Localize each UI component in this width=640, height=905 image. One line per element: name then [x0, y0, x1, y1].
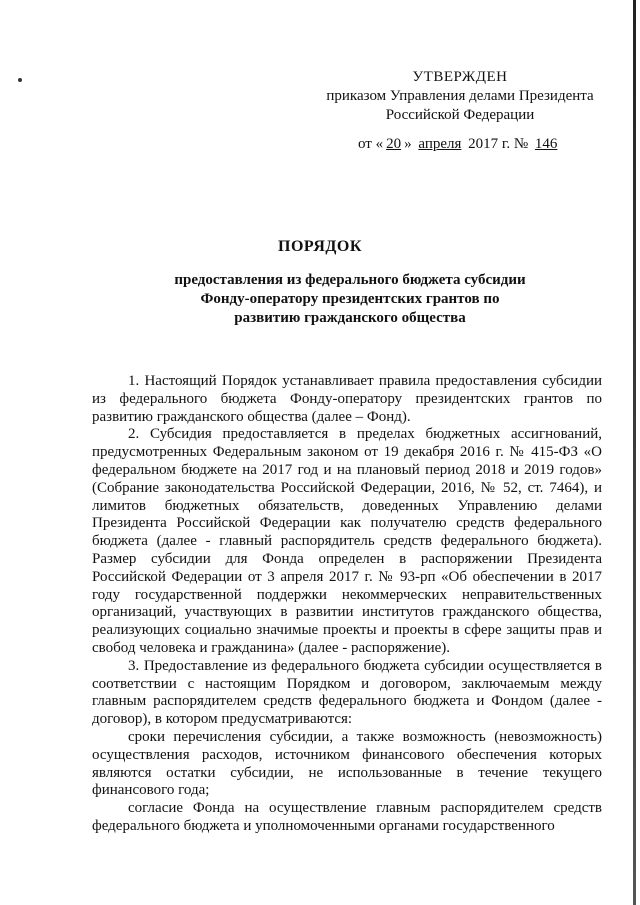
paragraph-3-item-1: сроки перечисления субсидии, а также возможность (невозможность) осуществления расходов, источником финансового обеспечения которых являются остатки субсидии, не использованные в течение текущего финансового года;	[92, 728, 602, 799]
scan-speck	[18, 78, 22, 82]
scan-edge	[633, 0, 636, 905]
approval-line-1: приказом Управления делами Президента	[326, 88, 594, 104]
order-number: 146	[534, 136, 558, 152]
subtitle-line-2: Фонду-оператору президентских грантов по	[200, 291, 500, 307]
order-prefix: от «	[358, 136, 384, 152]
paragraph-2: 2. Субсидия предоставляется в пределах бюджетных ассигнований, предусмотренных Федеральным законом от 19 декабря 2016 г. № 415-ФЗ «О федеральном бюджете на 2017 год и на плановый период 2018 и 2019 годов» (Собрание законодательства Российской Федерации, 2016, № 52, ст. 7464), и лимитов бюджетных обязательств, доведенных Управлению делами Президента Российской Федерации как получателю средств федерального бюджета (далее - главный распорядитель средств федерального бюджета). Размер субсидии для Фонда определен в распоряжении Президента Российской Федерации от 3 апреля 2017 г. № 93-рп «Об обеспечении в 2017 году государственной поддержки некоммерческих неправительственных организаций, участвующих в развитии институтов гражданского общества, реализующих социально значимые проекты и проекты в сфере защиты прав и свобод человека и гражданина» (далее - распоряжение).	[92, 426, 602, 656]
order-close-quote: »	[404, 136, 412, 152]
order-reference	[358, 136, 560, 153]
paragraph-3-item-2: согласие Фонда на осуществление главным распорядителем средств федерального бюджета и уполномоченными органами государственного	[92, 800, 602, 834]
subtitle-line-1: предоставления из федерального бюджета субсидии	[174, 272, 526, 288]
order-day: 20	[386, 136, 402, 152]
document-subtitle	[140, 271, 560, 328]
document-title: ПОРЯДОК	[278, 238, 362, 255]
approval-stamp: УТВЕРЖДЕН	[412, 69, 508, 85]
document-body	[92, 373, 602, 836]
approval-line-2: Российской Федерации	[385, 107, 535, 123]
paragraph-3: 3. Предоставление из федерального бюджета субсидии осуществляется в соответствии с настоящим Порядком и договором, заключаемым между главным распорядителем средств федерального бюджета и Фондом (далее - договор), в котором предусматриваются:	[92, 657, 602, 728]
paragraph-1: 1. Настоящий Порядок устанавливает правила предоставления субсидии из федерального бюджета Фонду-оператору президентских грантов по развитию гражданского общества (далее – Фонд).	[92, 373, 602, 425]
order-year: 2017 г. №	[468, 136, 529, 152]
approval-block	[300, 68, 620, 125]
order-month: апреля	[418, 136, 462, 152]
subtitle-line-3: развитию гражданского общества	[234, 310, 466, 326]
